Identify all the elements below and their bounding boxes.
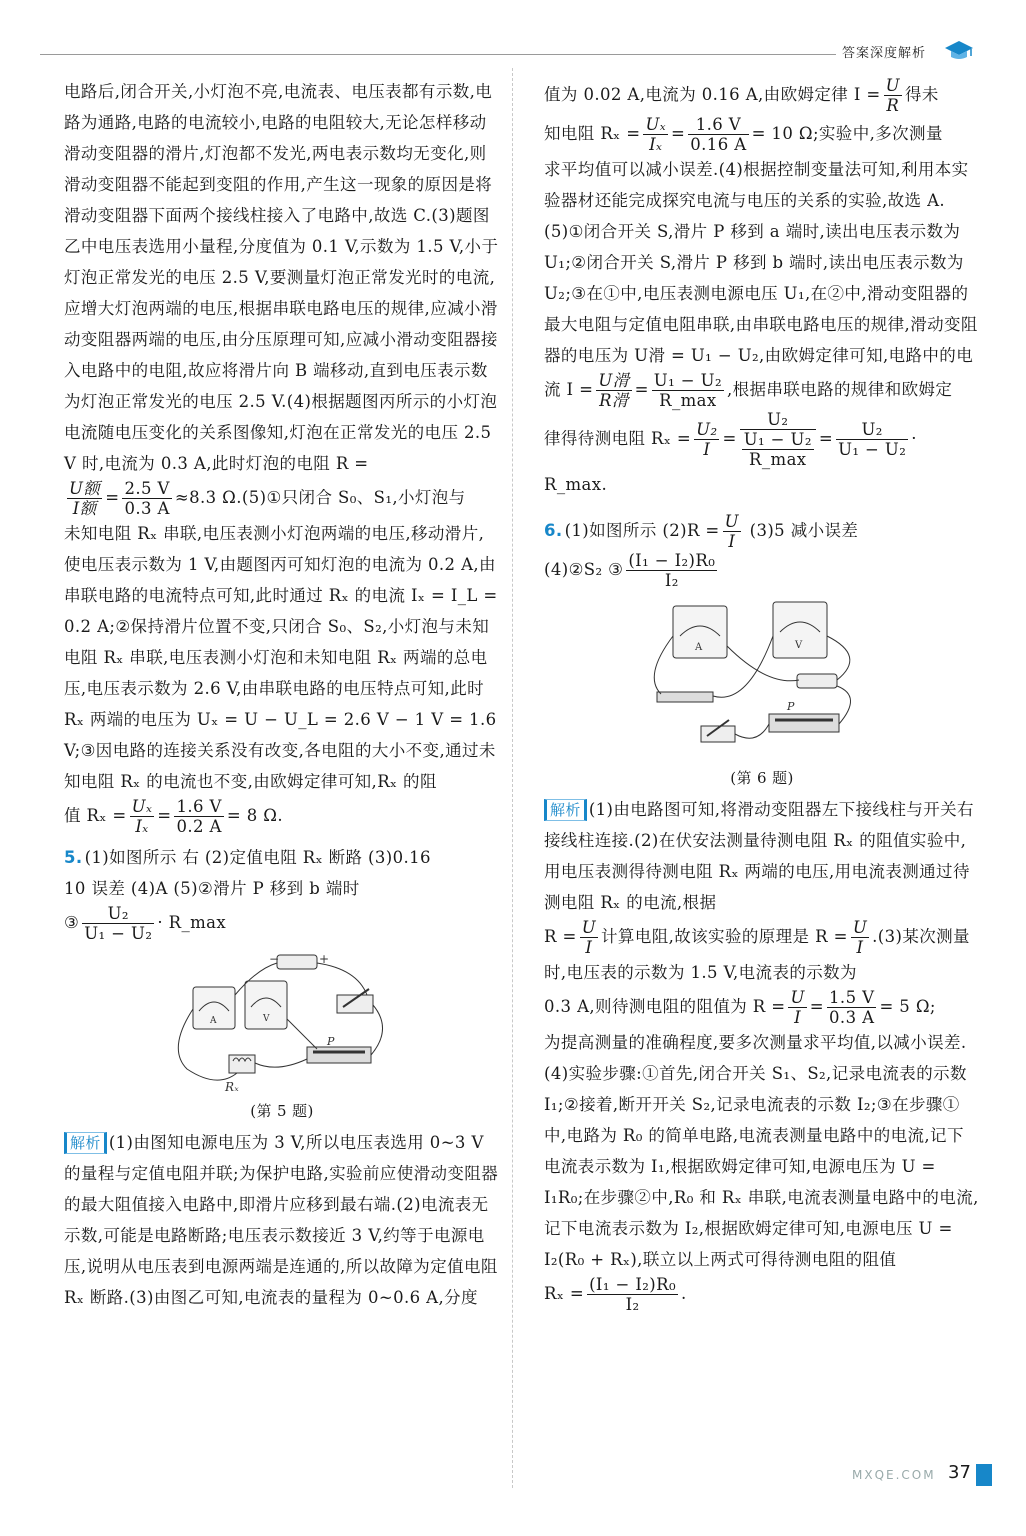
q5-answer: 5. (1)如图所示 右 (2)定值电阻 Rₓ 断路 (3)0.16 10 误差 (4)A (5)②滑片 P 移到 b 端时 ③ $\frac{\text{U₂}}{\text{U₁ − U₂}}$ · R_max	[64, 848, 431, 943]
q6-answer: 6. (1)如图所示 (2)R = $\frac{U}{I}$ (3)5 减小误差 (4)②S₂ ③ $\frac{\text{(I₁ − I₂)R₀}}{\text{I₂}}$	[544, 512, 859, 590]
fraction: $\frac{1.5 V}{0.3 A}$	[829, 988, 875, 1027]
fraction: $\frac{U}{R}$	[885, 76, 900, 115]
svg-text:+: +	[319, 952, 330, 966]
svg-text:P: P	[787, 700, 795, 713]
svg-text:−: −	[269, 952, 280, 966]
formula-line-ohm: 值为 0.02 A,电流为 0.16 A,由欧姆定律 I = $\frac{U}{R}$ 得未	[544, 76, 939, 115]
fraction: $\frac{\text{Uₓ}}{\text{Iₓ}}$	[131, 797, 153, 836]
fraction: $\frac{\text{Uₓ}}{\text{Iₓ}}$	[645, 115, 667, 154]
fraction: $\frac{U}{I}$	[724, 512, 739, 551]
fraction: $\frac{U}{I}$	[790, 988, 805, 1027]
q5-explanation-continued: 求平均值可以减小误差.(4)根据控制变量法可知,利用本实验器材还能完成探究电流与电压的关系的实验,故选 A.(5)①闭合开关 S,滑片 P 移到 a 端时,读出电压表示数为 U₁;②闭合开关 S,滑片 P 移到 b 端时,读出电压表示数为 U₂;③在①中,电压表测电源电压 U₁,在②中,滑动变阻器的最大电阻与定值电阻串联,由串联电路电压的规律,滑动变阻器的电压为 U滑 = U₁ − U₂,由欧姆定律可知,电路中的电	[544, 160, 978, 365]
analysis-tag: 解析	[544, 799, 587, 821]
fraction: $\frac{1.6 V}{0.2 A}$	[176, 797, 222, 836]
page-tab-marker	[976, 1464, 992, 1486]
svg-text:V: V	[263, 1014, 270, 1024]
fraction: $\frac{2.5 V}{0.3 A}$	[124, 479, 170, 518]
fraction: $\frac{\text{U₂}}{\frac{\text{U₁ − U₂}}{R\_\max}}$	[740, 410, 816, 469]
svg-text:P: P	[327, 1035, 335, 1048]
svg-text:A: A	[695, 642, 703, 653]
fraction: $\frac{1.6 V}{0.16 A}$	[690, 115, 747, 154]
svg-text:A: A	[210, 1016, 217, 1026]
formula-line-current: 流 I = $\frac{\text{U滑}}{\text{R滑}}$ = $\frac{\text{U₁ − U₂}}{R\_\max}$ ,根据串联电路的规律和欧姆定	[544, 371, 953, 410]
fraction: $\frac{\text{(I₁ − I₂)R₀}}{\text{I₂}}$	[589, 1275, 676, 1314]
q4-explanation-part2: 未知电阻 Rₓ 串联,电压表测小灯泡两端的电压,移动滑片,使电压表示数为 1 V,由题图丙可知灯泡的电流为 0.2 A,由串联电路的电流特点可知,此时通过 Rₓ 的电流 Iₓ = I_L = 0.2 A;②保持滑片位置不变,只闭合 S₀、S₂,小灯泡与未知电阻 Rₓ 串联,电压表测小灯泡和未知电阻 Rₓ 两端的总电压,电压表示数为 2.6 V,由串联电路的电压特点可知,此时 Rₓ 两端的电压为 Uₓ = U − U_L = 2.6 V − 1 V = 1.6 V;③因电路的连接关系没有改变,各电阻的大小不变,通过未知电阻 Rₓ 的电流也不变,由欧姆定律可知,Rₓ 的阻	[64, 524, 498, 791]
fraction: $\frac{U}{I}$	[581, 918, 597, 957]
svg-text:V: V	[795, 640, 803, 651]
right-column	[544, 76, 980, 1314]
fraction: $\frac{\text{U₂}}{\text{U₁ − U₂}}$	[84, 904, 153, 943]
q6-explanation-part2: 为提高测量的准确程度,要多次测量求平均值,以减小误差.(4)实验步骤:①首先,闭合开关 S₁、S₂,记录电流表的示数 I₁;②接着,断开开关 S₂,记录电流表的示数 I₂;③在步骤①中,电路为 R₀ 的简单电路,电流表测量电路中的电流,记下电流表示数为 I₁,根据欧姆定律可知,电源电压为 U = I₁R₀;在步骤②中,R₀ 和 Rₓ 串联,电流表测量电路中的电流,记下电流表示数为 I₂,根据欧姆定律可知,电源电压 U = I₂(R₀ + Rₓ),联立以上两式可得待测电阻的阻值	[544, 1033, 979, 1269]
fraction: $\frac{\text{U额}}{\text{I额}}$	[69, 479, 101, 518]
q6-explanation: 解析 (1)由电路图可知,将滑动变阻器左下接线柱与开关右接线柱连接.(2)在伏安法测量待测电阻 Rₓ 的阻值实验中,用电压表测得待测电阻 Rₓ 两端的电压,用电流表测通过待测电阻 Rₓ 的电流,根据	[544, 800, 974, 912]
question-number: 6.	[544, 521, 563, 540]
svg-text:Rₓ: Rₓ	[225, 1080, 240, 1094]
fraction: $\frac{\text{U₁ − U₂}}{R\_\max}$	[653, 371, 722, 410]
circuit-figure-q5	[157, 949, 407, 1099]
header-rule	[40, 54, 836, 55]
graduation-cap-icon	[944, 38, 974, 62]
figure-caption: (第 5 题)	[250, 1102, 314, 1120]
left-column	[64, 76, 500, 1313]
question-number: 5.	[64, 848, 83, 867]
formula-line-r-5: 0.3 A,则待测电阻的阻值为 R = $\frac{U}{I}$ = $\frac{1.5 V}{0.3 A}$ = 5 Ω;	[544, 988, 936, 1027]
fraction: $\frac{U}{I}$	[852, 918, 868, 957]
header-label: 答案深度解析	[842, 46, 927, 61]
formula-line-rx-result: 律得待测电阻 Rₓ = $\frac{\text{U₂}}{I}$ = $\frac{\text{U₂}}{\frac{\text{U₁ − U₂}}{R\_\max}}$ = $\frac{\text{U₂}}{\text{U₁ − U₂}}$ · R_max.	[544, 410, 917, 494]
formula-line-final: Rₓ = $\frac{\text{(I₁ − I₂)R₀}}{\text{I₂}}$ .	[544, 1275, 687, 1314]
circuit-figure-q6	[637, 596, 887, 766]
fraction: $\frac{\text{U₂}}{\text{U₁ − U₂}}$	[838, 420, 907, 459]
q4-explanation-continued: 电路后,闭合开关,小灯泡不亮,电流表、电压表都有示数,电路为通路,电路的电流较小,电路的电阻较大,无论怎样移动滑动变阻器的滑片,灯泡都不发光,两电表示数均无变化,则滑动变阻器不能起到变阻的作用,产生这一现象的原因是将滑动变阻器下面两个接线柱接入了电路中,故选 C.(3)题图乙中电压表选用小量程,分度值为 0.1 V,示数为 1.5 V,小于灯泡正常发光的电压 2.5 V,要测量灯泡正常发光时的电流,应增大灯泡两端的电压,根据串联电路电压的规律,应减小滑动变阻器两端的电压,由分压原理可知,应减小滑动变阻器接入电路中的电阻,故应将滑片向 B 端移动,直到电压表示数为灯泡正常发光的电压 2.5 V.(4)根据题图丙所示的小灯泡电流随电压变化的关系图像知,灯泡在正常发光的电压 2.5 V 时,电流为 0.3 A,此时灯泡的电阻 R =	[64, 82, 499, 473]
figure-caption: (第 6 题)	[730, 769, 794, 787]
fraction: $\frac{\text{(I₁ − I₂)R₀}}{\text{I₂}}$	[628, 551, 716, 590]
fraction: $\frac{\text{U₂}}{I}$	[696, 420, 718, 459]
column-divider	[512, 68, 513, 1488]
q5-explanation: 解析 (1)由图知电源电压为 3 V,所以电压表选用 0~3 V 的量程与定值电阻并联;为保护电路,实验前应使滑动变阻器的最大阻值接入电路中,即滑片应移到最右端.(2)电流表无示数,可能是电路断路;电压表示数接近 3 V,约等于电源电压,说明从电压表到电源两端是连通的,所以故障为定值电阻 Rₓ 断路.(3)由图乙可知,电流表的量程为 0~0.6 A,分度	[64, 1133, 499, 1307]
fraction: $\frac{\text{U滑}}{\text{R滑}}$	[598, 371, 630, 410]
page-number: 37	[948, 1462, 971, 1483]
formula-line-principle: R = $\frac{U}{I}$ 计算电阻,故该实验的原理是 R = $\frac{U}{I}$ .(3)某次测量时,电压表的示数为 1.5 V,电流表的示数为	[544, 918, 970, 982]
watermark: MXQE.COM	[852, 1468, 936, 1482]
formula-line-rx-10: 知电阻 Rₓ = $\frac{\text{Uₓ}}{\text{Iₓ}}$ = $\frac{1.6 V}{0.16 A}$ = 10 Ω;实验中,多次测量	[544, 115, 943, 154]
analysis-tag: 解析	[64, 1132, 107, 1154]
formula-line-lamp-resistance: $\frac{\text{U额}}{\text{I额}}$ = $\frac{2.5 V}{0.3 A}$ ≈8.3 Ω.(5)①只闭合 S₀、S₁,小灯泡与	[69, 479, 466, 518]
formula-line-rx: 值 Rₓ = $\frac{\text{Uₓ}}{\text{Iₓ}}$ = $\frac{1.6 V}{0.2 A}$ = 8 Ω.	[64, 797, 283, 836]
